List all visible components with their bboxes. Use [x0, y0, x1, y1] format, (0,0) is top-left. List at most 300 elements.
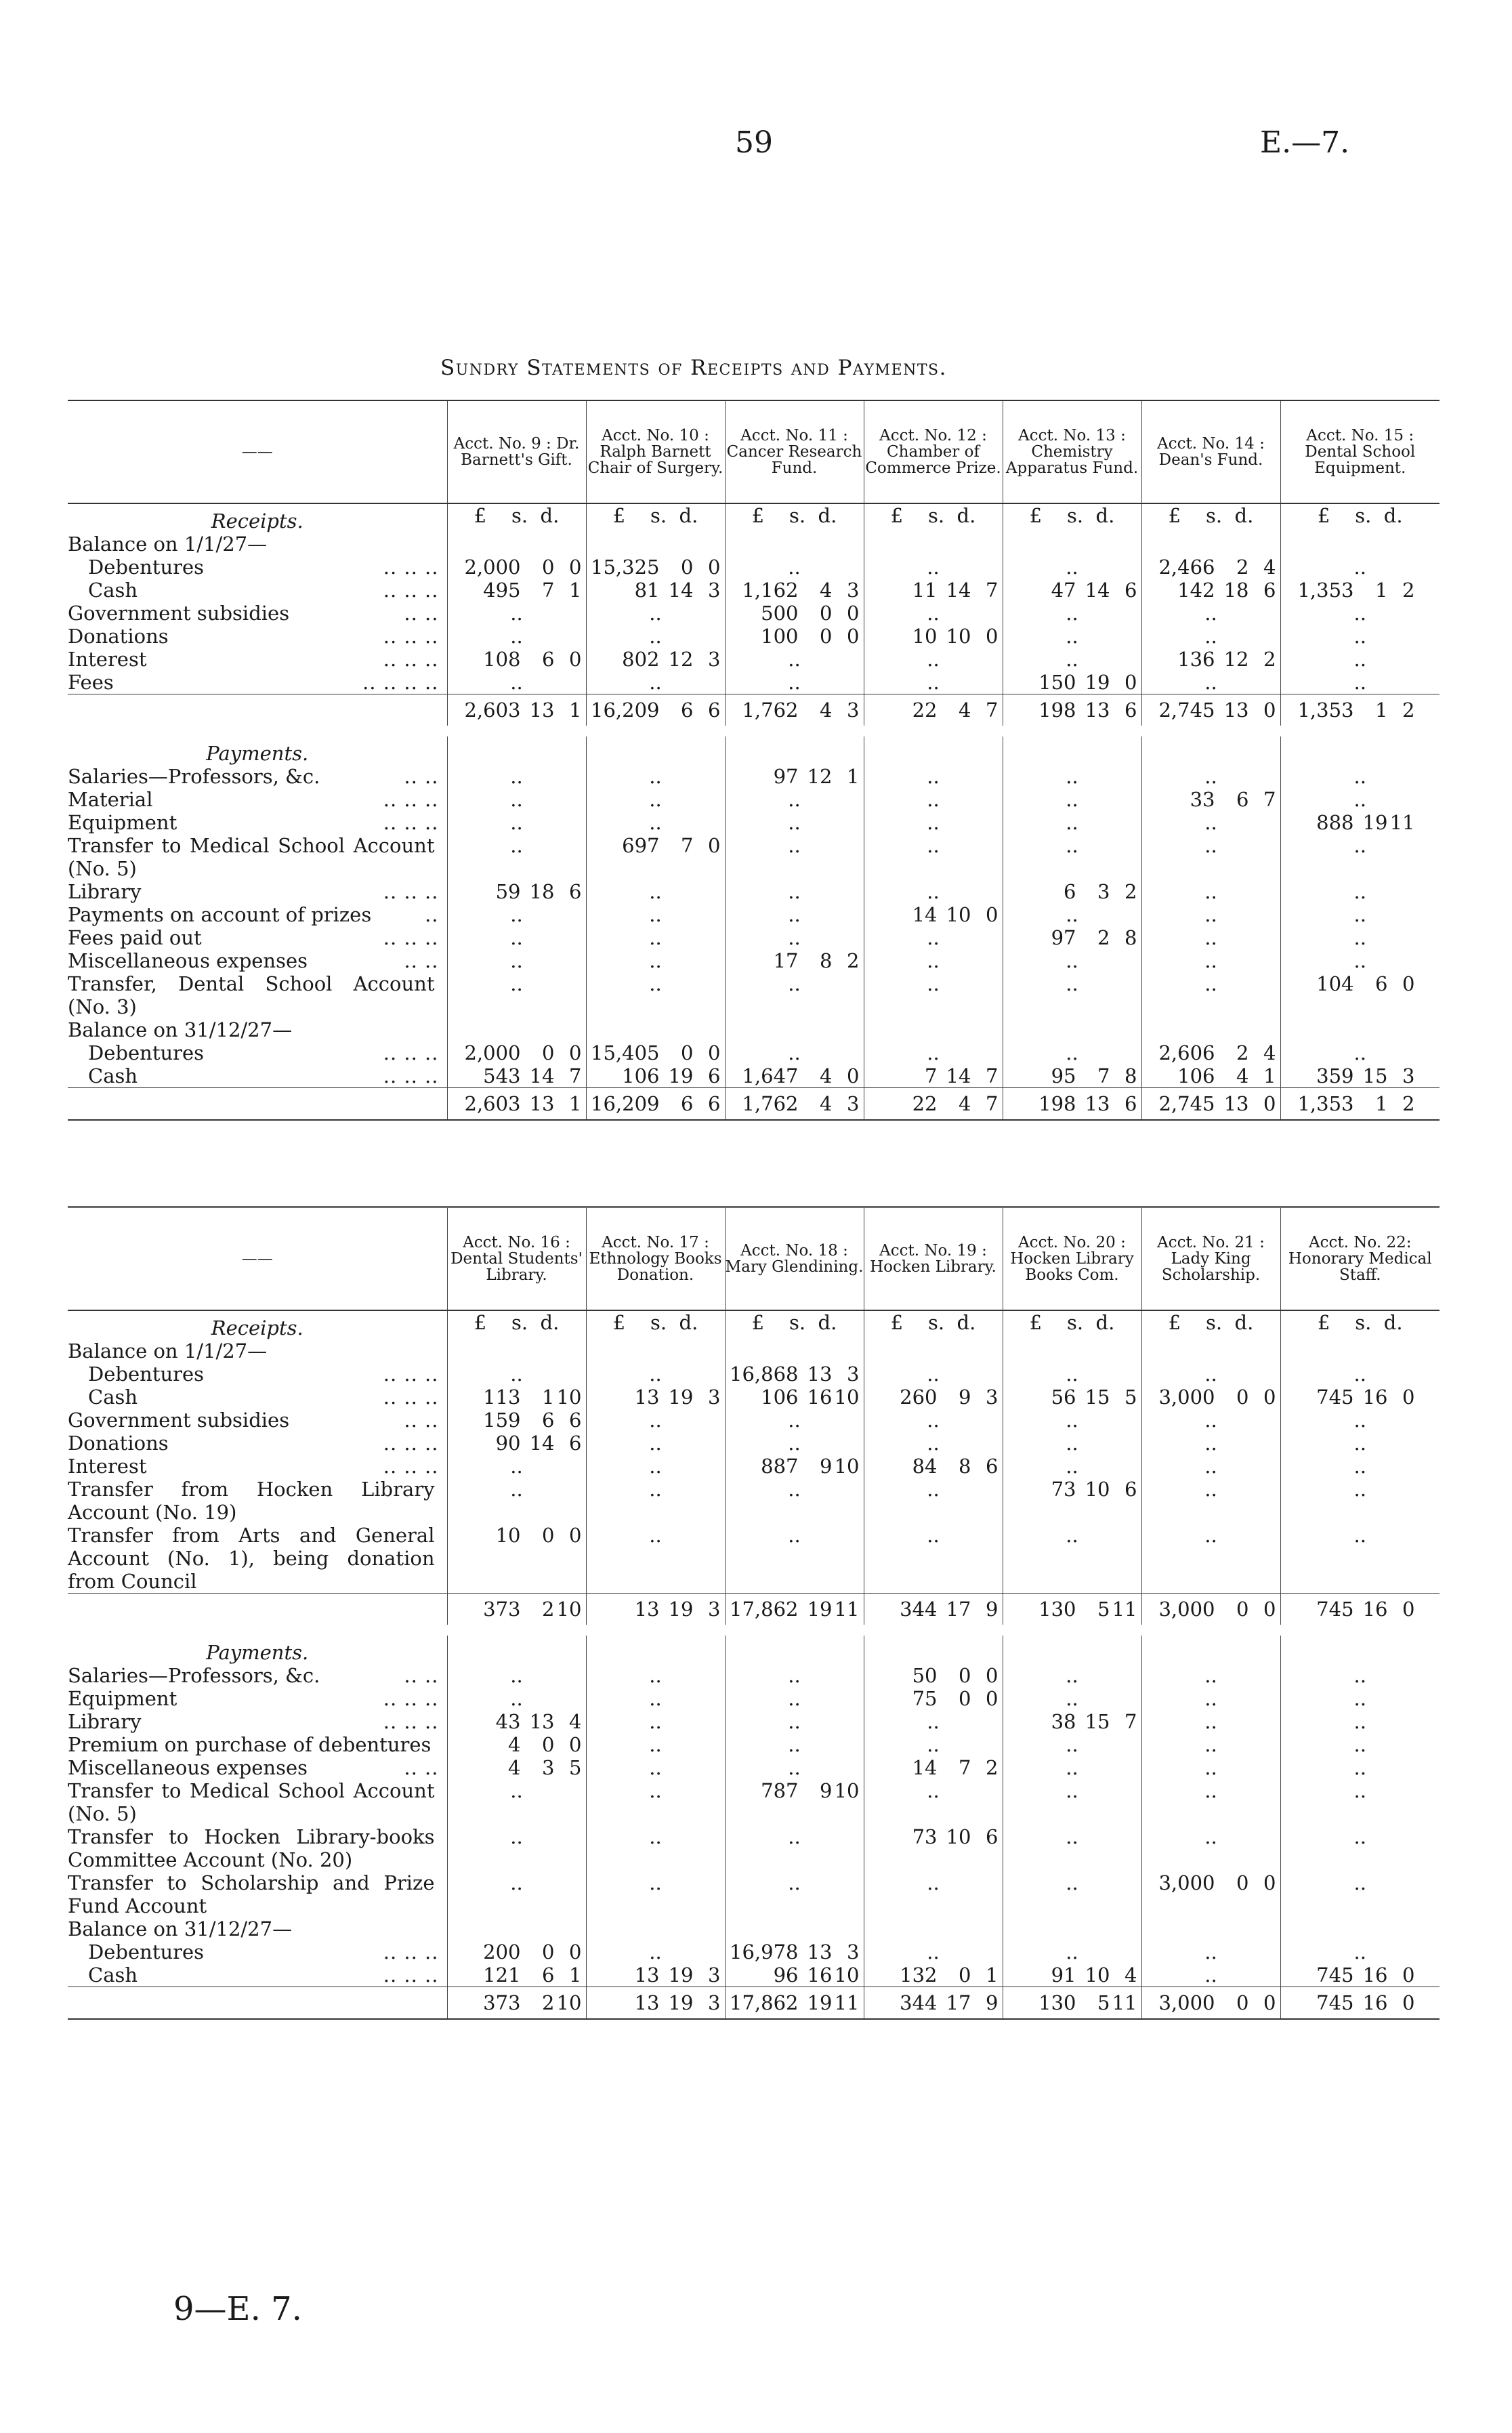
amount-part: 2	[1097, 926, 1110, 949]
amount-cell	[1141, 788, 1280, 811]
row-label-text: Premium on purchase of debentures	[68, 1733, 432, 1756]
amount-part: 4	[1263, 556, 1276, 579]
leader-dots: .. .. ..	[383, 579, 439, 602]
amount-cell	[1003, 579, 1141, 602]
amount-cell: ..	[1280, 1871, 1440, 1917]
table-row	[68, 1478, 1440, 1524]
amount-cell: ..	[1280, 1710, 1440, 1733]
total-cell	[1003, 694, 1141, 726]
amount-part: 6	[1125, 579, 1137, 602]
amount-cell	[725, 1363, 864, 1386]
amount-part: 4	[820, 1064, 833, 1087]
amount-part: 91	[1051, 1963, 1076, 1987]
amount-cell: ..	[1003, 1455, 1141, 1478]
currency-header: £ s. d.	[864, 1310, 1003, 1339]
amount-part: 3	[1097, 880, 1110, 903]
amount-cell: ..	[1141, 903, 1280, 926]
amount-part: 10	[912, 625, 938, 648]
amount-part: 7	[681, 834, 694, 857]
amount-part: 73	[1051, 1478, 1076, 1501]
row-label	[68, 556, 447, 579]
total-label-spacer	[68, 694, 447, 726]
section-row	[68, 1636, 1440, 1664]
amount-cell: ..	[586, 903, 725, 926]
amount-cell	[447, 1524, 586, 1594]
amount-part: 9	[820, 1455, 833, 1478]
amount-cell: ..	[1003, 1041, 1141, 1064]
leader-dots: .. .. ..	[383, 926, 439, 949]
leader-dots: .. .. ..	[383, 1041, 439, 1064]
row-label-text: Donations	[68, 1432, 169, 1455]
amount-part: 6	[708, 699, 721, 722]
amount-part: 4	[959, 699, 971, 722]
amount-cell	[864, 1756, 1003, 1779]
amount-cell: ..	[725, 1687, 864, 1710]
row-label	[68, 949, 447, 972]
row-label-text: Miscellaneous expenses	[68, 949, 308, 972]
row-label-text: Transfer, Dental School Account (No. 3)	[68, 972, 435, 1018]
amount-cell: ..	[1141, 926, 1280, 949]
row-label-text: Balance on 1/1/27—	[68, 533, 268, 556]
amount-part: 6	[1125, 1478, 1137, 1501]
amount-part: 19	[807, 1991, 833, 2014]
amount-part: 4	[1263, 1041, 1276, 1064]
amount-part: 3,000	[1158, 1871, 1215, 1894]
account-header: Acct. No. 20 : Hocken Library Books Com.	[1003, 1207, 1141, 1311]
account-header: Acct. No. 12 : Chamber of Commerce Prize.	[864, 400, 1003, 503]
amount-cell: ..	[586, 949, 725, 972]
amount-cell: ..	[586, 1478, 725, 1524]
amount-cell	[586, 648, 725, 671]
amount-part: 10	[834, 1963, 860, 1987]
amount-cell	[1003, 1064, 1141, 1088]
amount-part: 16	[1362, 1963, 1388, 1987]
table-row	[68, 671, 1440, 694]
amount-cell: ..	[1141, 880, 1280, 903]
amount-cell: ..	[864, 765, 1003, 788]
amount-part: 14	[946, 1064, 971, 1087]
amount-cell	[725, 1940, 864, 1963]
amount-cell: ..	[1280, 926, 1440, 949]
amount-cell	[725, 533, 864, 556]
amount-cell: ..	[1280, 880, 1440, 903]
amount-cell	[864, 1064, 1003, 1088]
total-cell	[1141, 1594, 1280, 1625]
amount-cell: ..	[725, 1756, 864, 1779]
amount-cell: ..	[1003, 972, 1141, 1018]
amount-part: 18	[529, 880, 555, 903]
amount-cell: ..	[1003, 1363, 1141, 1386]
row-label-text: Transfer from Arts and General Account (No. 1), being donation from Council	[68, 1524, 435, 1593]
total-cell	[864, 694, 1003, 726]
row-label	[68, 648, 447, 671]
amount-cell: ..	[864, 671, 1003, 694]
account-header: Acct. No. 14 : Dean's Fund.	[1141, 400, 1280, 503]
amount-part: 17	[946, 1598, 971, 1621]
amount-cell	[447, 1432, 586, 1455]
amount-cell: ..	[1280, 1432, 1440, 1455]
leader-dots: .. ..	[404, 602, 439, 625]
amount-part: 17	[946, 1991, 971, 2014]
amount-part: 0	[569, 1524, 582, 1547]
row-label	[68, 765, 447, 788]
amount-cell: ..	[1141, 1478, 1280, 1524]
row-label-text: Cash	[88, 1963, 138, 1987]
leader-dots: .. .. ..	[383, 1710, 439, 1733]
amount-part: 543	[483, 1064, 521, 1087]
leader-dots: .. .. ..	[383, 1363, 439, 1386]
amount-cell: ..	[447, 1478, 586, 1524]
amount-part: 17	[773, 949, 799, 972]
amount-part: 9	[959, 1386, 971, 1409]
amount-cell: ..	[447, 811, 586, 834]
amount-part: 19	[807, 1598, 833, 1621]
amount-part: 1	[569, 579, 582, 602]
amount-cell	[1141, 1018, 1280, 1041]
amount-cell: ..	[447, 1871, 586, 1917]
amount-cell: ..	[447, 671, 586, 694]
amount-part: 59	[495, 880, 521, 903]
amount-part: 7	[986, 699, 999, 722]
leader-dots: .. .. .. ..	[362, 671, 439, 694]
amount-cell: ..	[725, 1825, 864, 1871]
amount-cell: ..	[1003, 765, 1141, 788]
amount-part: 0	[1402, 1386, 1415, 1409]
amount-part: 260	[900, 1386, 938, 1409]
amount-cell: ..	[1280, 1409, 1440, 1432]
amount-cell	[725, 1064, 864, 1088]
amount-cell: ..	[1141, 1756, 1280, 1779]
table-row	[68, 1733, 1440, 1756]
amount-cell: ..	[447, 625, 586, 648]
table-row	[68, 926, 1440, 949]
blank-cell	[725, 736, 864, 765]
amount-part: 7	[569, 1064, 582, 1087]
amount-part: 38	[1051, 1710, 1076, 1733]
row-label-text: Cash	[88, 1386, 138, 1409]
amount-cell: ..	[1003, 648, 1141, 671]
amount-cell: ..	[1280, 648, 1440, 671]
amount-cell: ..	[1280, 1733, 1440, 1756]
amount-part: 16,209	[591, 1092, 660, 1115]
row-label-text: Debentures	[88, 1940, 205, 1963]
amount-part: 0	[1263, 1092, 1276, 1115]
amount-cell	[447, 1917, 586, 1940]
row-label-text: Debentures	[88, 1041, 205, 1064]
table-row	[68, 1664, 1440, 1687]
amount-part: 344	[900, 1991, 938, 2014]
amount-cell	[447, 1339, 586, 1363]
amount-cell: ..	[1141, 1940, 1280, 1963]
table-row	[68, 1940, 1440, 1963]
amount-cell: ..	[1141, 1363, 1280, 1386]
amount-cell: ..	[1003, 1756, 1141, 1779]
amount-part: 13	[1085, 1092, 1110, 1115]
amount-part: 13	[529, 1710, 555, 1733]
amount-part: 10	[946, 1825, 971, 1848]
leader-dots: .. .. ..	[383, 625, 439, 648]
amount-part: 6	[542, 1963, 555, 1987]
amount-part: 11	[1112, 1991, 1137, 2014]
amount-part: 3	[847, 1363, 860, 1386]
table-row	[68, 1363, 1440, 1386]
table-row	[68, 1963, 1440, 1987]
amount-part: 8	[1125, 1064, 1137, 1087]
amount-part: 0	[681, 1041, 694, 1064]
amount-cell	[725, 1963, 864, 1987]
amount-part: 745	[1316, 1386, 1354, 1409]
amount-part: 2,606	[1158, 1041, 1215, 1064]
currency-header: £ s. d.	[447, 503, 586, 533]
amount-part: 802	[622, 648, 660, 671]
amount-part: 16,978	[730, 1940, 799, 1963]
amount-part: 10	[556, 1991, 582, 2014]
table-row	[68, 1687, 1440, 1710]
amount-cell: ..	[586, 1779, 725, 1825]
account-header-row	[68, 1207, 1440, 1311]
row-label	[68, 625, 447, 648]
amount-cell: ..	[586, 1664, 725, 1687]
amount-part: 6	[1375, 972, 1388, 995]
amount-part: 3	[542, 1756, 555, 1779]
amount-cell	[447, 533, 586, 556]
amount-cell: ..	[1141, 1733, 1280, 1756]
amount-cell: ..	[447, 1455, 586, 1478]
amount-cell	[586, 1339, 725, 1363]
total-cell	[586, 694, 725, 726]
amount-part: 13	[1223, 1092, 1249, 1115]
amount-part: 4	[508, 1733, 521, 1756]
amount-cell: ..	[586, 788, 725, 811]
amount-part: 96	[773, 1963, 799, 1987]
amount-part: 13	[1223, 699, 1249, 722]
table-row	[68, 788, 1440, 811]
section-row	[68, 503, 1440, 533]
amount-part: 10	[556, 1598, 582, 1621]
amount-part: 47	[1051, 579, 1076, 602]
table-row	[68, 1710, 1440, 1733]
amount-cell: ..	[725, 926, 864, 949]
amount-part: 8	[820, 949, 833, 972]
amount-cell: ..	[447, 1779, 586, 1825]
row-label-text: Transfer to Scholarship and Prize Fund Account	[68, 1871, 435, 1917]
amount-part: 2	[542, 1598, 555, 1621]
row-label	[68, 1339, 447, 1363]
amount-part: 18	[1223, 579, 1249, 602]
amount-part: 6	[986, 1455, 999, 1478]
amount-cell	[586, 1917, 725, 1940]
amount-cell: ..	[725, 1524, 864, 1594]
amount-part: 200	[483, 1940, 521, 1963]
amount-cell	[447, 880, 586, 903]
spacer-row	[68, 1625, 1440, 1636]
amount-part: 887	[761, 1455, 799, 1478]
amount-cell	[1003, 1018, 1141, 1041]
account-header: Acct. No. 13 : Chemistry Apparatus Fund.	[1003, 400, 1141, 503]
total-cell	[1280, 1987, 1440, 2020]
table-row	[68, 903, 1440, 926]
amount-part: 2	[542, 1991, 555, 2014]
amount-part: 198	[1038, 1092, 1076, 1115]
amount-part: 106	[1177, 1064, 1215, 1087]
amount-cell	[447, 556, 586, 579]
amount-part: 0	[986, 625, 999, 648]
table-row	[68, 765, 1440, 788]
amount-cell	[447, 1409, 586, 1432]
amount-part: 3	[708, 648, 721, 671]
total-cell	[1003, 1594, 1141, 1625]
amount-cell	[725, 579, 864, 602]
amount-part: 2	[1402, 699, 1415, 722]
amount-part: 0	[708, 834, 721, 857]
amount-part: 0	[847, 1064, 860, 1087]
row-label	[68, 1940, 447, 1963]
amount-part: 3	[986, 1386, 999, 1409]
table-row	[68, 972, 1440, 1018]
amount-cell: ..	[864, 602, 1003, 625]
amount-part: 2,745	[1158, 699, 1215, 722]
leader-dots: .. ..	[404, 1409, 439, 1432]
amount-cell: ..	[586, 602, 725, 625]
row-label-text: Balance on 31/12/27—	[68, 1917, 293, 1940]
amount-cell: ..	[1141, 949, 1280, 972]
amount-cell: ..	[864, 1409, 1003, 1432]
table-row	[68, 1917, 1440, 1940]
amount-part: 13	[634, 1386, 660, 1409]
amount-part: 142	[1177, 579, 1215, 602]
blank-cell	[1141, 1636, 1280, 1664]
amount-part: 0	[1402, 972, 1415, 995]
blank-cell	[864, 736, 1003, 765]
amount-cell	[1141, 1339, 1280, 1363]
row-label	[68, 1386, 447, 1409]
amount-cell: ..	[586, 1432, 725, 1455]
amount-part: 7	[542, 579, 555, 602]
amount-part: 19	[668, 1064, 694, 1087]
blank-cell	[1141, 736, 1280, 765]
amount-cell: ..	[1280, 788, 1440, 811]
amount-cell: ..	[1141, 625, 1280, 648]
row-label	[68, 1018, 447, 1041]
row-label-text: Fees	[68, 671, 114, 694]
amount-cell: ..	[864, 1432, 1003, 1455]
amount-cell	[864, 1917, 1003, 1940]
amount-cell: ..	[1141, 1455, 1280, 1478]
table-row	[68, 1455, 1440, 1478]
amount-cell	[586, 556, 725, 579]
table-row	[68, 1018, 1440, 1041]
amount-cell	[1003, 1963, 1141, 1987]
account-header: Acct. No. 9 : Dr. Barnett's Gift.	[447, 400, 586, 503]
amount-cell	[1141, 1041, 1280, 1064]
amount-cell: ..	[1280, 1455, 1440, 1478]
row-label-text: Equipment	[68, 1687, 177, 1710]
amount-cell: ..	[1141, 1524, 1280, 1594]
amount-part: 15	[1085, 1386, 1110, 1409]
row-label-text: Equipment	[68, 811, 177, 834]
amount-cell: ..	[725, 671, 864, 694]
amount-part: 1,353	[1297, 1092, 1354, 1115]
amount-cell: ..	[725, 1478, 864, 1524]
amount-part: 19	[668, 1963, 694, 1987]
amount-cell: ..	[864, 1524, 1003, 1594]
amount-part: 14	[1085, 579, 1110, 602]
amount-part: 100	[761, 625, 799, 648]
amount-cell: ..	[1003, 1779, 1141, 1825]
amount-part: 6	[569, 1409, 582, 1432]
row-label	[68, 972, 447, 1018]
amount-part: 7	[1263, 788, 1276, 811]
total-cell	[1280, 1088, 1440, 1121]
total-cell	[725, 694, 864, 726]
amount-cell: ..	[1280, 1664, 1440, 1687]
amount-cell: ..	[447, 1825, 586, 1871]
amount-part: 0	[1263, 1871, 1276, 1894]
row-label	[68, 1871, 447, 1917]
amount-cell: ..	[864, 1041, 1003, 1064]
amount-part: 4	[820, 699, 833, 722]
blank-cell	[586, 1636, 725, 1664]
amount-part: 0	[1125, 671, 1137, 694]
amount-part: 16	[1362, 1386, 1388, 1409]
amount-cell: ..	[1141, 1664, 1280, 1687]
amount-part: 1,162	[742, 579, 799, 602]
amount-part: 2,466	[1158, 556, 1215, 579]
row-label-text: Payments on account of prizes	[68, 903, 372, 926]
currency-header: £ s. d.	[447, 1310, 586, 1339]
table-row	[68, 1524, 1440, 1594]
row-label	[68, 834, 447, 880]
amount-cell: ..	[586, 1524, 725, 1594]
amount-cell	[1141, 533, 1280, 556]
account-header: Acct. No. 11 : Cancer Research Fund.	[725, 400, 864, 503]
amount-cell: ..	[864, 556, 1003, 579]
amount-part: 10	[1085, 1478, 1110, 1501]
amount-part: 2	[1263, 648, 1276, 671]
leader-dots: .. ..	[404, 949, 439, 972]
amount-part: 787	[761, 1779, 799, 1802]
amount-part: 6	[986, 1825, 999, 1848]
amount-part: 3,000	[1158, 1386, 1215, 1409]
amount-part: 14	[529, 1432, 555, 1455]
amount-part: 17,862	[730, 1991, 799, 2014]
amount-part: 22	[912, 1092, 938, 1115]
amount-part: 6	[681, 1092, 694, 1115]
amount-part: 108	[483, 648, 521, 671]
row-label-text: Transfer to Medical School Account (No. 5)	[68, 834, 435, 880]
amount-part: 13	[634, 1991, 660, 2014]
table-row	[68, 1386, 1440, 1409]
amount-part: 3,000	[1158, 1991, 1215, 2014]
table-row	[68, 533, 1440, 556]
amount-part: 6	[708, 1064, 721, 1087]
amount-cell	[864, 1687, 1003, 1710]
amount-cell: ..	[725, 1710, 864, 1733]
row-label	[68, 1041, 447, 1064]
amount-part: 130	[1038, 1598, 1076, 1621]
amount-part: 1	[1375, 1092, 1388, 1115]
amount-part: 0	[986, 1664, 999, 1687]
row-label-text: Salaries—Professors, &c.	[68, 765, 320, 788]
leader-dots: .. .. ..	[383, 556, 439, 579]
row-label	[68, 1917, 447, 1940]
amount-part: 10	[495, 1524, 521, 1547]
row-label	[68, 1455, 447, 1478]
amount-cell: ..	[725, 648, 864, 671]
amount-part: 12	[807, 765, 833, 788]
amount-cell	[1280, 972, 1440, 1018]
amount-cell: ..	[447, 834, 586, 880]
